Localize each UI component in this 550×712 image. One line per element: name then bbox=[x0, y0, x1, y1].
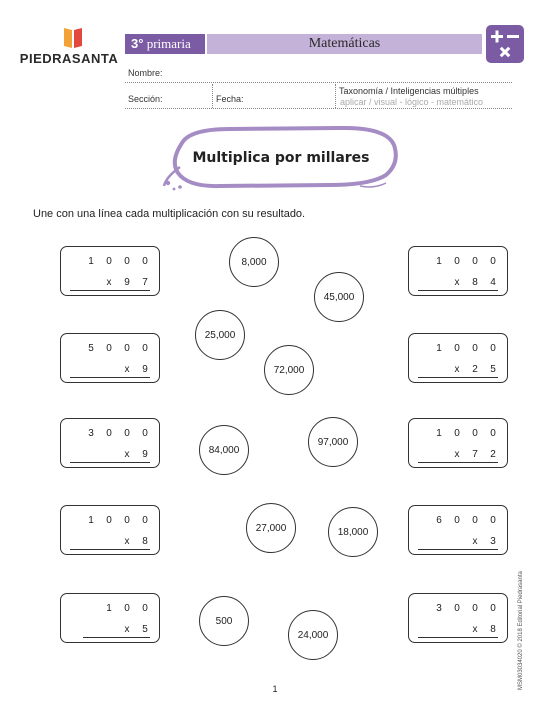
multiplicand-digit: 0 bbox=[454, 256, 460, 267]
times-sign: x bbox=[454, 364, 460, 375]
answer-circle[interactable]: 18,000 bbox=[328, 507, 378, 557]
multiplication-problem-left-1 bbox=[60, 246, 160, 296]
multiplicand-digit: 5 bbox=[88, 343, 94, 354]
worksheet-title: Multiplica por millares bbox=[192, 150, 370, 166]
multiplicand-digit: 0 bbox=[106, 256, 112, 267]
times-sign: x bbox=[124, 449, 130, 460]
subject-title: Matemáticas bbox=[207, 34, 482, 54]
multiplicand-digit: 1 bbox=[106, 603, 112, 614]
separator bbox=[335, 84, 336, 108]
answer-circle[interactable]: 500 bbox=[199, 596, 249, 646]
multiplicand-digit: 0 bbox=[454, 515, 460, 526]
answer-rule bbox=[83, 637, 150, 638]
multiplicand-digit: 0 bbox=[472, 603, 478, 614]
multiplicand-digit: 0 bbox=[124, 515, 130, 526]
multiplicand-digit: 0 bbox=[490, 515, 496, 526]
multiplier-digit: 9 bbox=[142, 364, 148, 375]
answer-circle[interactable]: 72,000 bbox=[264, 345, 314, 395]
grade-badge bbox=[125, 34, 205, 54]
taxonomy-label: Taxonomía / Inteligencias múltiples bbox=[339, 86, 479, 96]
answer-rule bbox=[70, 377, 150, 378]
multiplier-digit: 4 bbox=[490, 277, 496, 288]
answer-circle[interactable]: 84,000 bbox=[199, 425, 249, 475]
multiplier-digit: 3 bbox=[490, 536, 496, 547]
multiplicand-digit: 0 bbox=[490, 428, 496, 439]
answer-rule bbox=[418, 637, 498, 638]
times-sign: x bbox=[124, 536, 130, 547]
section-label: Sección: bbox=[128, 94, 163, 104]
multiplicand-digit: 0 bbox=[124, 603, 130, 614]
answer-rule bbox=[418, 462, 498, 463]
multiplicand-digit: 0 bbox=[124, 343, 130, 354]
multiplication-problem-left-2 bbox=[60, 333, 160, 383]
answer-rule bbox=[70, 290, 150, 291]
multiplier-digit: 5 bbox=[142, 624, 148, 635]
times-sign: x bbox=[124, 624, 130, 635]
multiplicand-digit: 0 bbox=[472, 428, 478, 439]
multiplier-digit: 7 bbox=[472, 449, 478, 460]
multiplicand-digit: 1 bbox=[436, 343, 442, 354]
multiplicand-digit: 0 bbox=[490, 256, 496, 267]
separator bbox=[212, 84, 213, 108]
answer-rule bbox=[418, 549, 498, 550]
multiplicand-digit: 1 bbox=[436, 428, 442, 439]
multiplicand-digit: 1 bbox=[88, 515, 94, 526]
multiplicand-digit: 0 bbox=[142, 603, 148, 614]
multiplier-digit: 5 bbox=[490, 364, 496, 375]
multiplicand-digit: 0 bbox=[472, 343, 478, 354]
times-sign: x bbox=[124, 364, 130, 375]
multiplicand-digit: 0 bbox=[454, 343, 460, 354]
multiplier-digit: 2 bbox=[472, 364, 478, 375]
multiplicand-digit: 0 bbox=[472, 515, 478, 526]
answer-circle[interactable]: 45,000 bbox=[314, 272, 364, 322]
date-label: Fecha: bbox=[216, 94, 244, 104]
times-sign: x bbox=[106, 277, 112, 288]
answer-rule bbox=[418, 377, 498, 378]
answer-circle[interactable]: 27,000 bbox=[246, 503, 296, 553]
multiplicand-digit: 1 bbox=[88, 256, 94, 267]
copyright-note: MSM03034020 © 2018 Editorial Piedrasanta bbox=[518, 571, 524, 690]
multiplier-digit: 9 bbox=[124, 277, 130, 288]
multiplier-digit: 9 bbox=[142, 449, 148, 460]
multiplicand-digit: 0 bbox=[142, 343, 148, 354]
answer-circle[interactable]: 8,000 bbox=[229, 237, 279, 287]
answer-rule bbox=[418, 290, 498, 291]
answer-rule bbox=[70, 462, 150, 463]
grade-number: 3° bbox=[131, 36, 144, 51]
logo-text: PIEDRASANTA bbox=[19, 51, 119, 66]
answer-rule bbox=[70, 549, 150, 550]
times-sign: x bbox=[472, 624, 478, 635]
multiplicand-digit: 0 bbox=[142, 256, 148, 267]
multiplier-digit: 8 bbox=[490, 624, 496, 635]
times-sign: x bbox=[472, 536, 478, 547]
multiplicand-digit: 0 bbox=[142, 428, 148, 439]
name-label: Nombre: bbox=[128, 68, 163, 78]
multiplicand-digit: 0 bbox=[472, 256, 478, 267]
multiplication-problem-left-3 bbox=[60, 418, 160, 468]
times-sign: x bbox=[454, 449, 460, 460]
multiplication-problem-left-4 bbox=[60, 505, 160, 555]
multiplicand-digit: 3 bbox=[436, 603, 442, 614]
multiplication-problem-right-2 bbox=[408, 333, 508, 383]
multiplicand-digit: 0 bbox=[490, 343, 496, 354]
multiplicand-digit: 0 bbox=[106, 515, 112, 526]
multiplicand-digit: 0 bbox=[454, 603, 460, 614]
multiplicand-digit: 0 bbox=[142, 515, 148, 526]
multiplicand-digit: 0 bbox=[106, 428, 112, 439]
multiplication-problem-right-4 bbox=[408, 505, 508, 555]
name-line[interactable] bbox=[125, 82, 512, 83]
grade-label: primaria bbox=[146, 36, 191, 51]
answer-circle[interactable]: 97,000 bbox=[308, 417, 358, 467]
multiplier-digit: 8 bbox=[472, 277, 478, 288]
answer-circle[interactable]: 24,000 bbox=[288, 610, 338, 660]
book-logo-icon bbox=[61, 26, 85, 50]
multiplier-digit: 8 bbox=[142, 536, 148, 547]
multiplier-digit: 7 bbox=[142, 277, 148, 288]
piedrasanta-logo bbox=[14, 26, 124, 70]
instructions: Une con una línea cada multiplicación con su resultado. bbox=[33, 208, 306, 220]
page-number: 1 bbox=[272, 684, 278, 694]
multiplier-digit: 2 bbox=[490, 449, 496, 460]
multiplicand-digit: 0 bbox=[454, 428, 460, 439]
plus-minus-times-icon bbox=[486, 25, 524, 63]
times-sign: x bbox=[454, 277, 460, 288]
multiplicand-digit: 0 bbox=[124, 428, 130, 439]
multiplicand-digit: 1 bbox=[436, 256, 442, 267]
taxonomy-sub: aplicar / visual - lógico - matemático bbox=[340, 97, 484, 107]
multiplication-problem-right-1 bbox=[408, 246, 508, 296]
multiplicand-digit: 0 bbox=[490, 603, 496, 614]
section-line bbox=[125, 108, 512, 109]
multiplicand-digit: 0 bbox=[106, 343, 112, 354]
multiplicand-digit: 0 bbox=[124, 256, 130, 267]
multiplication-problem-right-5 bbox=[408, 593, 508, 643]
multiplication-problem-right-3 bbox=[408, 418, 508, 468]
multiplicand-digit: 3 bbox=[88, 428, 94, 439]
multiplicand-digit: 6 bbox=[436, 515, 442, 526]
multiplication-problem-left-5 bbox=[60, 593, 160, 643]
answer-circle[interactable]: 25,000 bbox=[195, 310, 245, 360]
